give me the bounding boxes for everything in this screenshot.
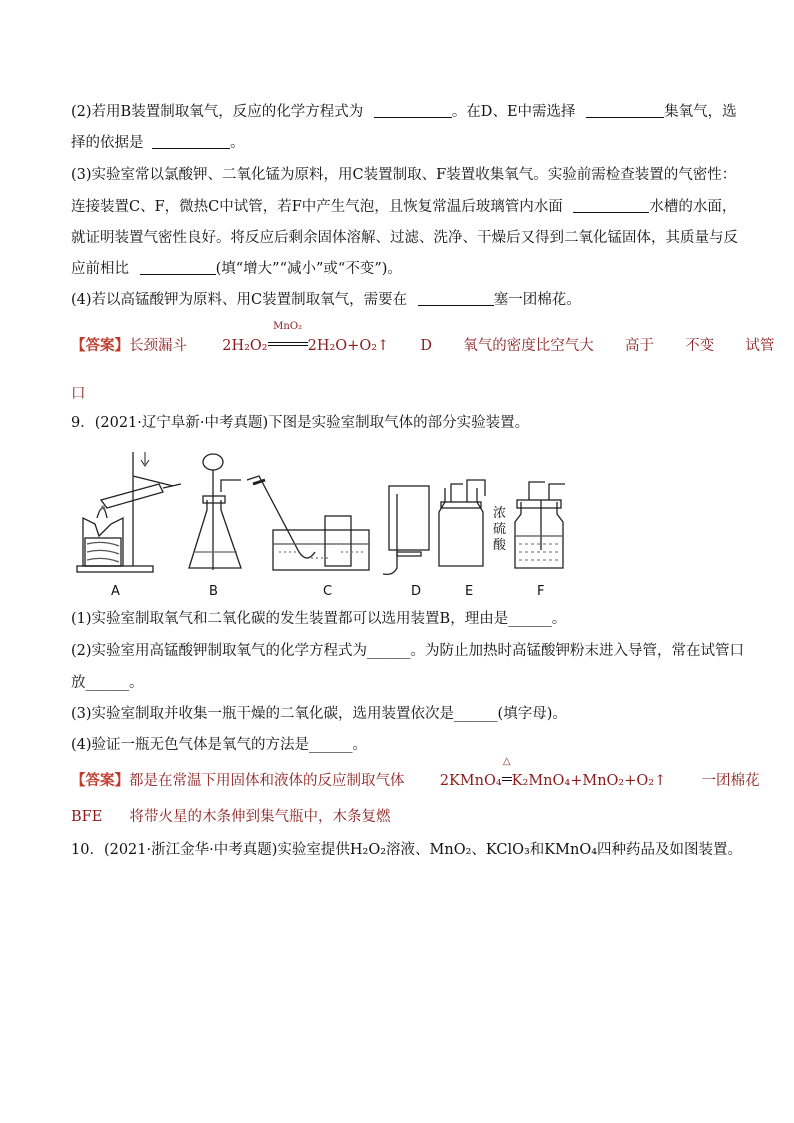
- label-a: A: [111, 584, 120, 599]
- q9-answer-cont: BFE 将带火星的木条伸到集气瓶中，木条复燃: [71, 809, 391, 825]
- answer-blank: [418, 291, 494, 306]
- apparatus-e: [439, 480, 485, 566]
- q8-part3-line3: 就证明装置气密性良好。将反应后剩余固体溶解、过滤、洗净、干燥后又得到二氧化锰固体，其质量与反: [71, 230, 738, 246]
- apparatus-d: [383, 486, 429, 574]
- answer-blank: [586, 103, 664, 118]
- q8-part3-line1: (3)实验室常以氯酸钾、二氧化锰为原料，用C装置制取、F装置收集氧气。实验前需检查装置的气密性：: [71, 167, 737, 183]
- answer-blank: [140, 260, 216, 275]
- q9-stem: 9．(2021·辽宁阜新·中考真题)下图是实验室制取气体的部分实验装置。: [71, 415, 530, 431]
- apparatus-b: [189, 454, 241, 570]
- q9-part4: (4)验证一瓶无色气体是氧气的方法是______。: [71, 737, 368, 753]
- label-b: B: [209, 584, 218, 599]
- q9-part2-line2: 放______。: [71, 675, 144, 691]
- answer-blank: [573, 198, 649, 213]
- q8-part3-line4: 应前相比 (填“增大”“减小”或“不变”)。: [71, 261, 402, 277]
- q9-part1: (1)实验室制取氧气和二氧化碳的发生装置都可以选用装置B，理由是______。: [71, 611, 567, 627]
- q8-part4: (4)若以高锰酸钾为原料、用C装置制取氧气，需要在 塞一团棉花。: [71, 292, 581, 308]
- apparatus-c: [247, 476, 369, 570]
- q8-part2-line1: (2)若用B装置制取氧气，反应的化学方程式为 。在D、E中需选择 集氧气，选: [71, 104, 737, 120]
- answer-blank: [374, 103, 452, 118]
- apparatus-a: [77, 452, 181, 572]
- apparatus-f: [515, 482, 565, 568]
- q8-part3-line2: 连接装置C、F，微热C中试管，若F中产生气泡，且恢复常温后玻璃管内水面 水槽的水面，: [71, 199, 737, 215]
- label-d: D: [411, 584, 422, 599]
- apparatus-figure: [71, 440, 591, 610]
- reaction-condition: △: [502, 771, 512, 791]
- q9-answer: 【答案】都是在常温下用固体和液体的反应制取气体 2KMnO₄ △ K₂MnO₄+MnO₂+O₂↑ 一团棉花: [71, 756, 760, 789]
- reaction-condition: MnO₂: [268, 336, 308, 356]
- q10-stem: 10．(2021·浙江金华·中考真题)实验室提供H₂O₂溶液、MnO₂、KClO₃和KMnO₄四种药品及如图装置。: [71, 842, 743, 858]
- q8-part2-line2: 择的依据是 。: [71, 135, 245, 151]
- q8-answer: 【答案】长颈漏斗 2H₂O₂ MnO₂ 2H₂O+O₂↑ D 氧气的密度比空气大 高于 不变 试管: [71, 321, 775, 354]
- answer-blank: [152, 134, 230, 149]
- label-c: C: [323, 584, 333, 599]
- q8-answer-cont: 口: [71, 386, 86, 402]
- label-e: E: [465, 584, 474, 599]
- q9-part3: (3)实验室制取并收集一瓶干燥的二氧化碳，选用装置依次是______(填字母)。: [71, 706, 567, 722]
- conc-sulfuric-acid-label: 浓 硫 酸: [493, 506, 507, 553]
- label-f: F: [537, 584, 545, 599]
- q9-part2-line1: (2)实验室用高锰酸钾制取氧气的化学方程式为______。为防止加热时高锰酸钾粉末进入导管，常在试管口: [71, 643, 745, 659]
